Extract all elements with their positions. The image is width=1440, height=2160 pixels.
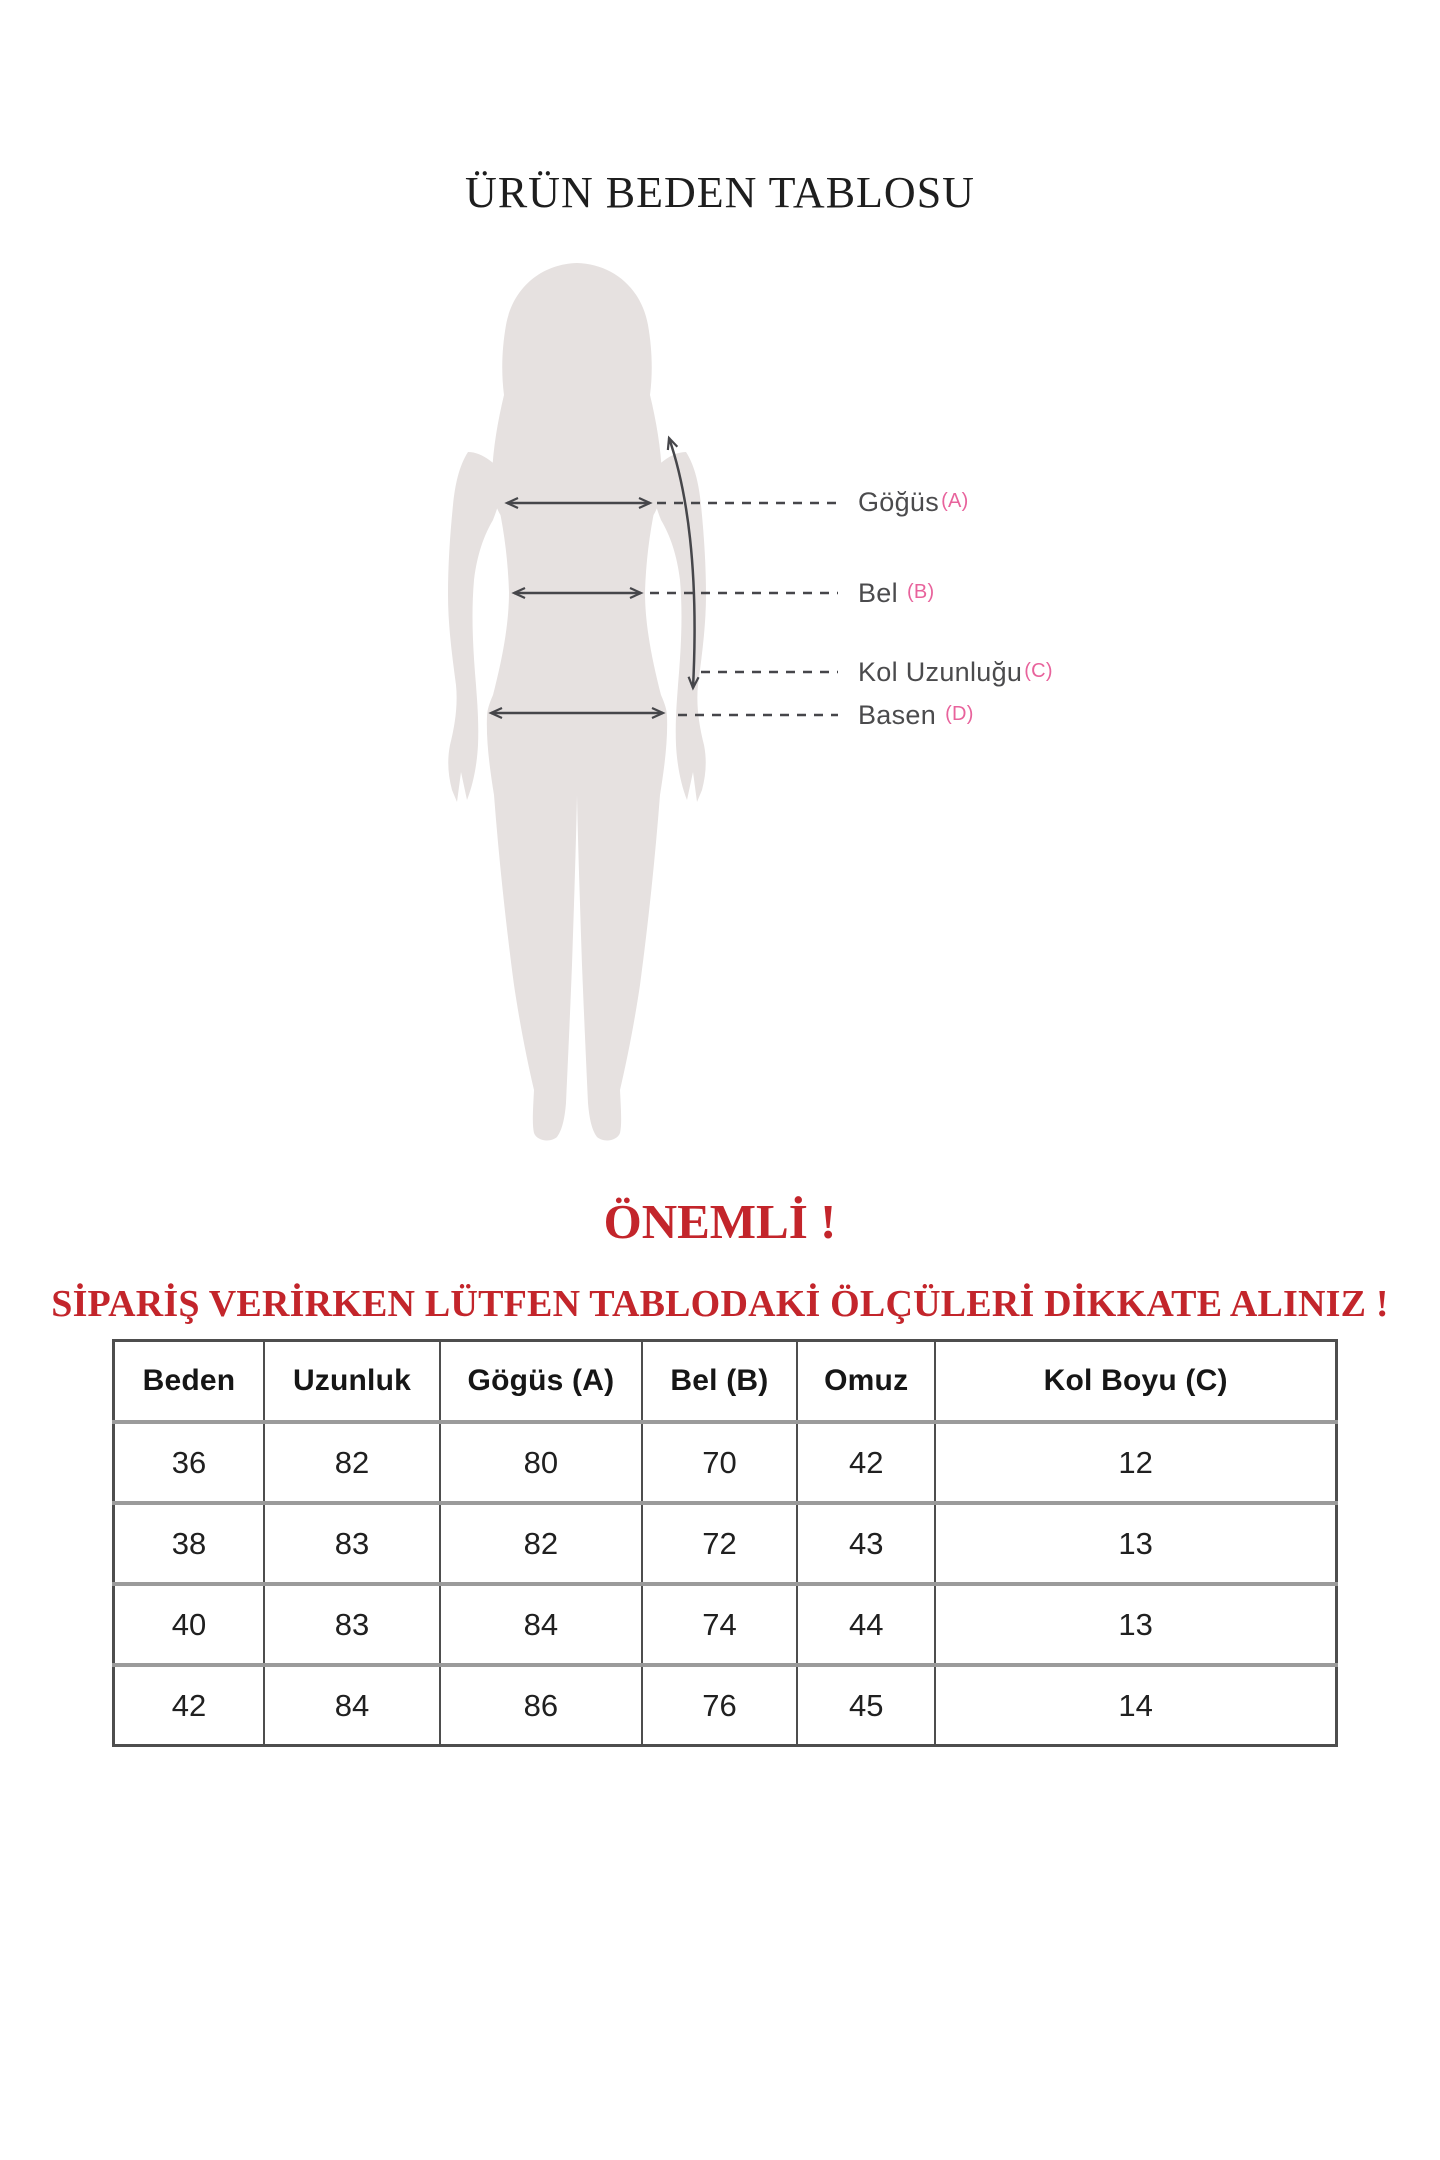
size-cell: 12 — [935, 1422, 1336, 1503]
size-cell: 72 — [642, 1503, 797, 1584]
measurement-code-a: (A) — [941, 490, 969, 512]
page-title: ÜRÜN BEDEN TABLOSU — [465, 168, 975, 217]
size-cell: 80 — [440, 1422, 642, 1503]
size-cell: 83 — [264, 1503, 440, 1584]
measurement-label-arm-length-text: Kol Uzunluğu — [858, 657, 1023, 687]
size-cell: 76 — [642, 1665, 797, 1746]
measurement-code-c: (C) — [1024, 660, 1053, 682]
measurement-code-b: (B) — [906, 581, 935, 603]
size-cell: 74 — [642, 1584, 797, 1665]
size-cell: 36 — [114, 1422, 264, 1503]
column-header-gogus: Gögüs (A) — [440, 1341, 642, 1423]
female-silhouette — [448, 263, 706, 1140]
size-cell: 42 — [114, 1665, 264, 1746]
column-header-kol-boyu: Kol Boyu (C) — [935, 1341, 1336, 1423]
table-row — [114, 1422, 1337, 1503]
size-table — [112, 1339, 1338, 1747]
body-measurement-diagram — [400, 250, 850, 1160]
size-cell: 84 — [264, 1665, 440, 1746]
column-header-bel: Bel (B) — [642, 1341, 797, 1423]
column-header-omuz: Omuz — [797, 1341, 935, 1423]
size-cell: 38 — [114, 1503, 264, 1584]
warning-text: SİPARİŞ VERİRKEN LÜTFEN TABLODAKİ ÖLÇÜLERİ DİKKATE ALINIZ ! — [51, 1283, 1389, 1325]
measurement-label-waist — [858, 578, 935, 611]
measurement-label-hip-text: Basen — [858, 700, 937, 730]
size-cell: 13 — [935, 1503, 1336, 1584]
column-header-beden: Beden — [114, 1341, 264, 1423]
size-cell: 14 — [935, 1665, 1336, 1746]
size-cell: 82 — [440, 1503, 642, 1584]
measurement-label-arm-length — [858, 657, 1053, 690]
measurement-label-waist-text: Bel — [858, 578, 898, 608]
important-heading: ÖNEMLİ ! — [603, 1194, 837, 1249]
measurement-label-hip — [858, 700, 974, 733]
size-cell: 84 — [440, 1584, 642, 1665]
column-header-uzunluk: Uzunluk — [264, 1341, 440, 1423]
size-cell: 13 — [935, 1584, 1336, 1665]
size-cell: 44 — [797, 1584, 935, 1665]
table-row — [114, 1584, 1337, 1665]
table-row — [114, 1503, 1337, 1584]
measurement-label-chest — [858, 487, 969, 520]
size-cell: 70 — [642, 1422, 797, 1503]
measurement-label-chest-text: Göğüs — [858, 487, 940, 517]
size-cell: 45 — [797, 1665, 935, 1746]
table-header-row — [114, 1341, 1337, 1423]
size-cell: 82 — [264, 1422, 440, 1503]
size-cell: 83 — [264, 1584, 440, 1665]
size-cell: 86 — [440, 1665, 642, 1746]
size-cell: 42 — [797, 1422, 935, 1503]
table-row — [114, 1665, 1337, 1746]
size-cell: 40 — [114, 1584, 264, 1665]
size-cell: 43 — [797, 1503, 935, 1584]
measurement-code-d: (D) — [945, 703, 974, 725]
